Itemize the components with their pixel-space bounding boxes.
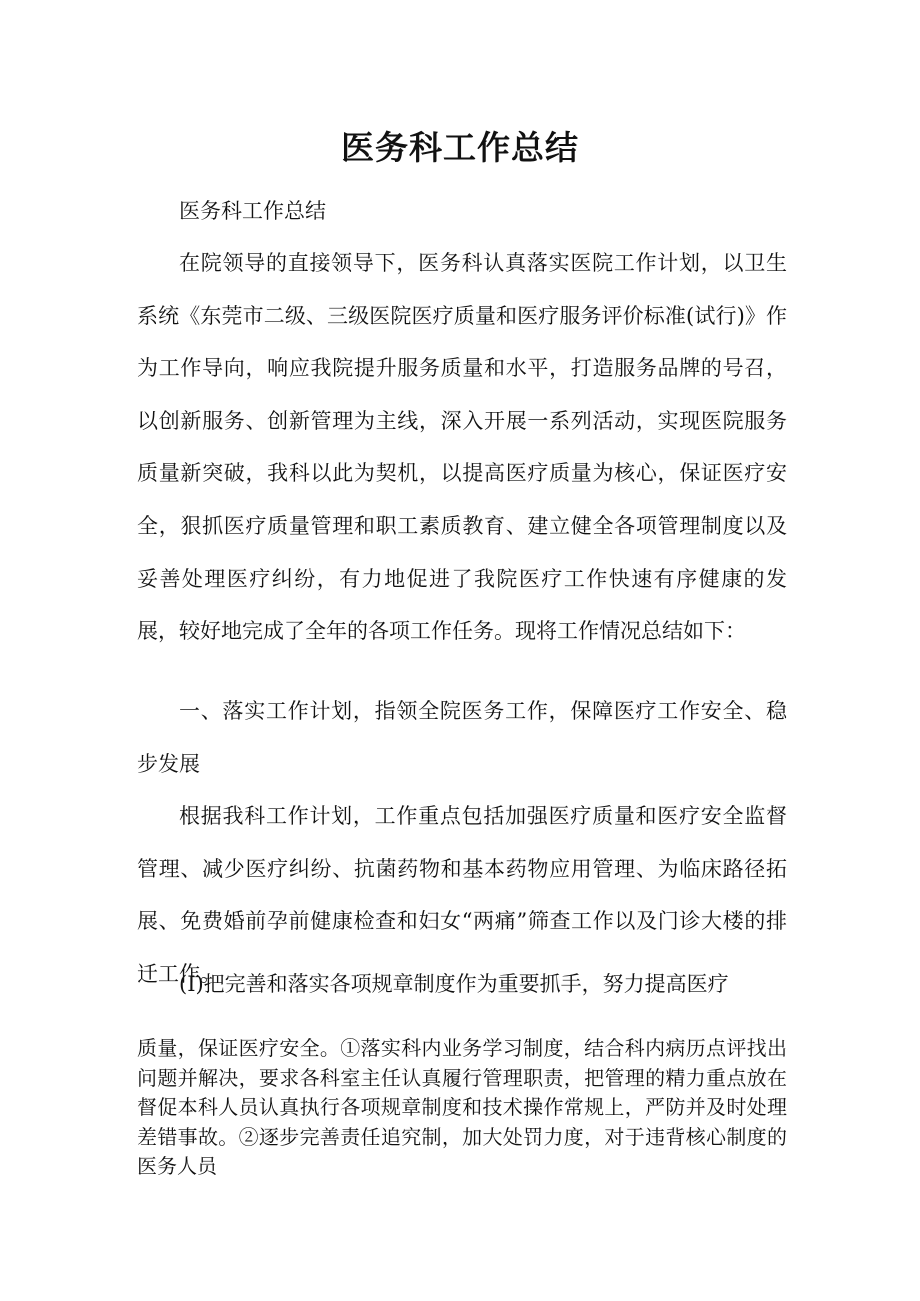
section-1-heading: 一、落实工作计划，指领全院医务工作，保障医疗工作安全、稳步发展 [137, 699, 787, 776]
intro-paragraph: 在院领导的直接领导下，医务科认真落实医院工作计划，以卫生系统《东莞市二级、三级医院医疗质量和医疗服务评价标准(试行)》作为工作导向，响应我院提升服务质量和水平，打造服务品牌的号召，以创新服务、创新管理为主线，深入开展一系列活动，实现医院服务质量新突破，我科以此为契机，以提高医疗质量为核心，保证医疗安全，狠抓医疗质量管理和职工素质教育、建立健全各项管理制度以及妥善处理医疗纠纷，有力地促进了我院医疗工作快速有序健康的发展，较好地完成了全年的各项工作任务。现将工作情况总结如下： [137, 251, 787, 644]
document-subtitle: 医务科工作总结 [179, 199, 326, 223]
work-plan-paragraph: 根据我科工作计划，工作重点包括加强医疗质量和医疗安全监督管理、减少医疗纠纷、抗菌药物和基本药物应用管理、为临床路径拓展、免费婚前孕前健康检查和妇女“两痛”筛查工作以及门诊大楼的排迁工作。 [137, 804, 787, 986]
item-1-body: 质量，保证医疗安全。①落实科内业务学习制度，结合科内病历点评找出问题并解决，要求各科室主任认真履行管理职责，把管理的精力重点放在督促本科人员认真执行各项规章制度和技术操作常规上，严防并及时处理差错事故。②逐步完善责任追究制，加大处罚力度，对于违背核心制度的医务人员 [137, 1036, 787, 1178]
document-title: 医务科工作总结 [341, 128, 579, 167]
item-1-heading: (I)把完善和落实各项规章制度作为重要抓手，努力提高医疗 [179, 972, 729, 996]
